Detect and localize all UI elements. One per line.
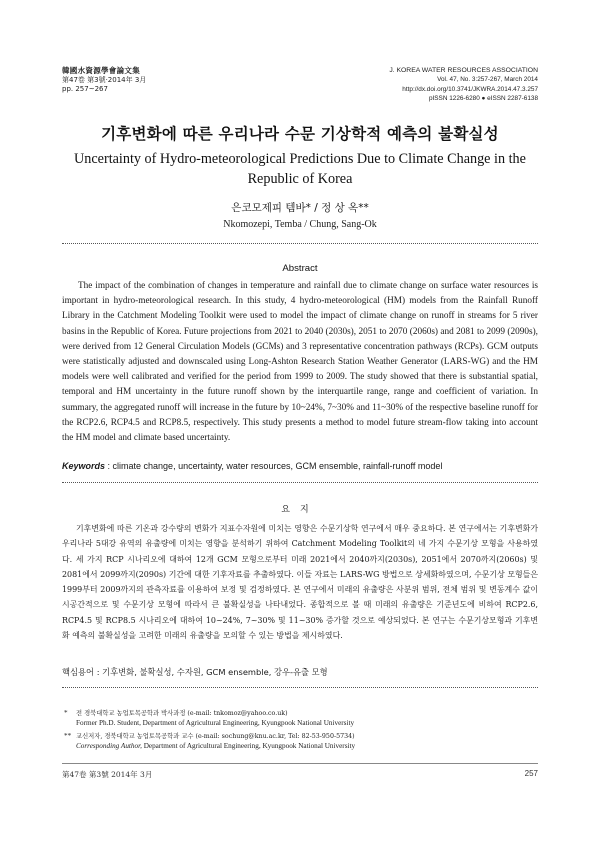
corresponding-author-label: Corresponding Author, bbox=[76, 742, 142, 751]
authors-korean: 은코모제피 템바* / 정 상 옥** bbox=[231, 202, 369, 214]
page-number: 257 bbox=[524, 769, 538, 778]
paper-title-english: Uncertainty of Hydro-meteorological Predictions Due to Climate Change in the Republic of Korea bbox=[74, 151, 526, 187]
journal-name-korean: 韓國水資源學會論文集 bbox=[62, 66, 140, 75]
journal-name-english: J. KOREA WATER RESOURCES ASSOCIATION bbox=[389, 67, 538, 74]
section-divider bbox=[62, 687, 538, 688]
footnote-korean: 교신저자, 경북대학교 농업토목공학과 교수 (e-mail: sochung@knu.ac.kr, Tel: 82-53-950-5734) bbox=[76, 733, 355, 741]
footer-divider bbox=[62, 763, 538, 764]
journal-header-right bbox=[389, 66, 538, 104]
authors-english: Nkomozepi, Temba / Chung, Sang-Ok bbox=[223, 219, 377, 230]
journal-volume-english: Vol. 47, No. 3:257-267, March 2014 bbox=[437, 76, 538, 84]
abstract-body: The impact of the combination of changes in temperature and rainfall due to climate change on surface water resources is important in hydro-meteorological research. In this study, 4 hydro-meteorological (HM) models from the Rainfall Runoff Library in the Catchment Modeling Toolkit were used to model the impact of climate change on runoff in streams for 5 river basins in the Republic of Korea. Future projections from 2021 to 2040 (2030s), 2051 to 2070 (2060s) and 2081 to 2099 (2090s), were derived from 12 General Circulation Models (GCMs) and 3 representative concentration pathways (RCPs). GCM outputs were statistically adjusted and downscaled using Long-Ashton Research Station Weather Generator (LARS-WG) and the HM models were well calibrated and verified for the period from 1999 to 2009. The study showed that there is substantial spatial, temporal and HM uncertainty in the future runoff shown by the interquartile range, range and coefficient of variation. In summary, the aggregated runoff will increase in the future by 10~24%, 7~30% and 11~30% of the respective baseline runoff for the RCP2.6, RCP4.5 and RCP8.5, respectively. This study presents a method to model future stream-flow taking into account the HM model and climate based uncertainty. bbox=[62, 281, 538, 444]
paper-title-korean: 기후변화에 따른 우리나라 수문 기상학적 예측의 불확실성 bbox=[101, 125, 499, 143]
footnote-korean: 전 경북대학교 농업토목공학과 박사과정 (e-mail: tnkomoz@yahoo.co.uk) bbox=[76, 710, 288, 717]
journal-pages: pp. 257~267 bbox=[62, 85, 108, 93]
footnotes bbox=[62, 709, 538, 756]
footnote-english: Former Ph.D. Student, Department of Agricultural Engineering, Kyungpook National University bbox=[76, 718, 355, 727]
keywords-korean-label: 핵심용어 bbox=[62, 667, 95, 677]
abstract-korean-body: 기후변화에 따른 기온과 강수량의 변화가 지표수자원에 미치는 영향은 수문기상학 연구에서 매우 중요하다. 본 연구에서는 기후변화가 우리나라 5대강 유역의 유출량에 미치는 영향을 분석하기 위하여 Catchment Modeling Toolkit의 네 가지 수문기상 모형을 사용하였다. 세 가지 RCP 시나리오에 대하여 12개 GCM 모형으로부터 미래 2021에서 2040까지(2030s), 2051에서 2070까지(2060s) 및 2081에서 2099까지(2090s) 기간에 대한 기후자료를 추출하였다. 이들 자료는 LARS-WG 방법으로 상세화하였으며, 수문기상 모형들은 1999부터 2009까지의 관측자료를 이용하여 보정 및 검정하였다. 본 연구에서 미래의 유출량은 사분위 범위, 전체 범위 및 변동계수 값이 시공간적으로 및 수문기상 모형에 따라서 큰 불확실성을 나타내었다. 종합적으로 볼 때 미래의 유출량은 기준년도에 비하여 RCP2.6, RCP4.5 및 RCP8.5 시나리오에 대하여 10~24%, 7~30% 및 11~30% 증가할 것으로 예상되었다. 본 연구는 수문기상모형과 기후변화 예측의 불확실성을 고려한 미래의 유출량을 모의할 수 있는 방법을 제시하였다. bbox=[62, 524, 538, 641]
keywords-korean bbox=[62, 666, 538, 678]
footnote-english-line bbox=[76, 742, 538, 752]
footer-issue: 第47卷 第3號 2014年 3月 bbox=[62, 770, 153, 779]
abstract-korean-heading: 요지 bbox=[281, 505, 319, 515]
footnote bbox=[62, 709, 538, 728]
footnote-mark: * bbox=[64, 709, 68, 717]
abstract-heading: Abstract bbox=[282, 263, 318, 274]
section-divider bbox=[62, 243, 538, 244]
journal-header-left bbox=[62, 66, 146, 95]
keywords-label: Keywords bbox=[62, 461, 106, 471]
issn-line: pISSN 1226-6280 ● eISSN 2287-6138 bbox=[428, 95, 538, 103]
section-divider bbox=[62, 482, 538, 483]
keywords-korean-list: : 기후변화, 불확실성, 수자원, GCM ensemble, 강우-유출 모형 bbox=[96, 667, 328, 677]
footnote-mark: ** bbox=[64, 732, 72, 741]
keywords-english bbox=[62, 461, 538, 471]
footnote-english: Department of Agricultural Engineering, Kyungpook National University bbox=[141, 742, 356, 751]
journal-volume-korean: 第47卷 第3號·2014年 3月 bbox=[62, 75, 147, 84]
doi-link[interactable]: http://dx.doi.org/10.3741/JKWRA.2014.47.3.257 bbox=[402, 85, 538, 93]
footnote bbox=[62, 732, 538, 751]
keywords-list: : climate change, uncertainty, water resources, GCM ensemble, rainfall-runoff model bbox=[107, 461, 443, 471]
